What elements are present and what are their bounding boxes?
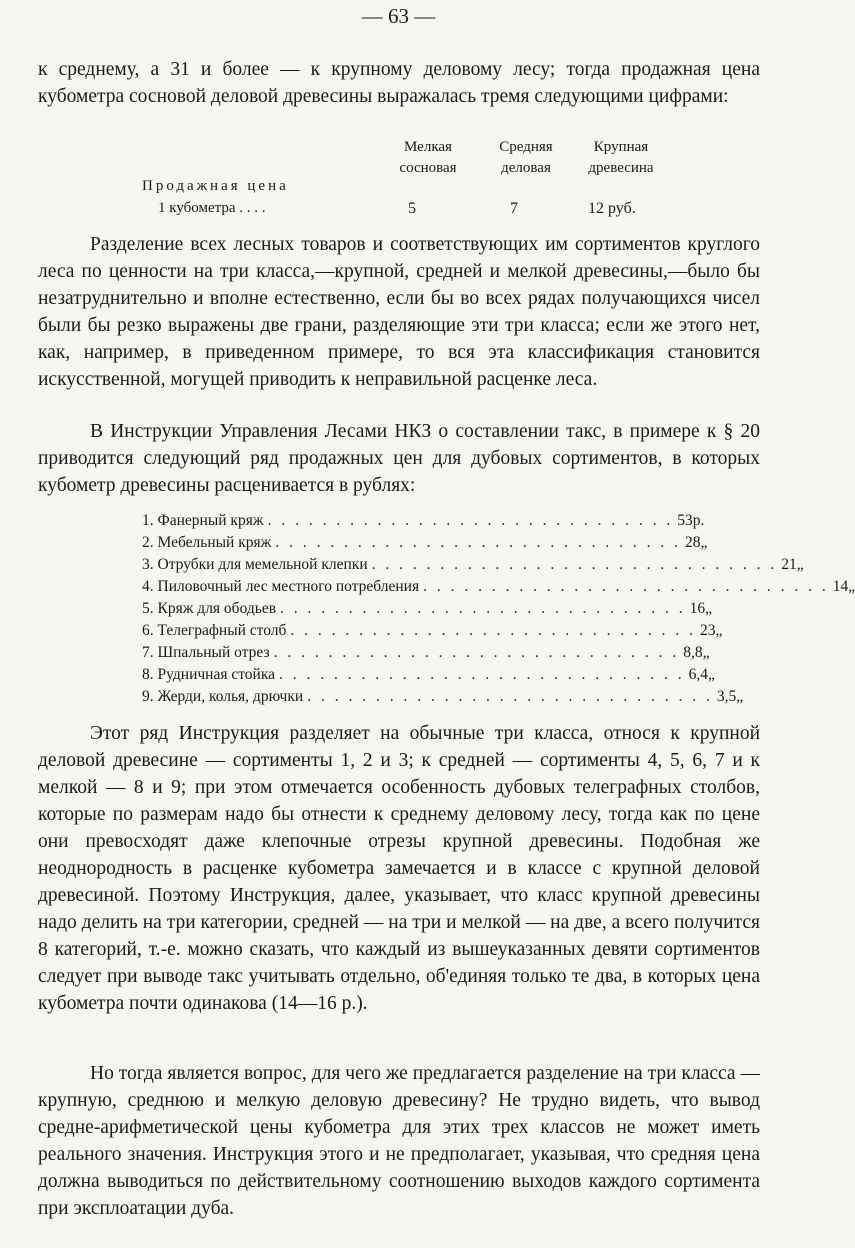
- assortment-unit: „: [700, 534, 708, 551]
- assortment-label: 3. Отрубки для мемельной клепки: [142, 556, 368, 573]
- assortment-label: 8. Рудничная стойка: [142, 666, 276, 683]
- assortment-unit: „: [848, 578, 855, 595]
- assortment-unit: „: [736, 688, 744, 705]
- assortment-price: 16: [689, 600, 706, 617]
- assortment-price: 8,8: [683, 644, 703, 661]
- assortment-price: 6,4: [688, 666, 709, 683]
- assortment-row: [142, 600, 713, 622]
- assortment-price: 3,5: [716, 688, 737, 705]
- assortment-row: [142, 644, 710, 666]
- assortment-label: 7. Шпальный отрез: [142, 644, 270, 661]
- price-header-medium: Средняя деловая: [499, 139, 553, 176]
- assortment-row: [142, 578, 855, 600]
- assortment-label: 6. Телеграфный столб: [142, 622, 287, 639]
- price-row-label: Продажная цена: [142, 178, 289, 194]
- leader-dots: . . . . . . . . . . . . . . . . . . . . . . . . . . . . . .: [423, 578, 829, 595]
- assortment-price: 14: [832, 578, 849, 595]
- assortment-unit: „: [702, 644, 710, 661]
- leader-dots: . . . . . . . . . . . . . . . . . . . . . . . . . . . . . .: [280, 600, 686, 617]
- assortment-row: [142, 556, 804, 578]
- assortment-label: 2. Мебельный кряж: [142, 534, 272, 551]
- paragraph-3: В Инструкции Управления Лесами НКЗ о составлении такс, в примере к § 20 приводится следующий ряд продажных цен для дубовых сортиментов, в которых кубометр древесины расценивается в рублях:: [38, 421, 760, 496]
- assortment-label: 5. Кряж для ободьев: [142, 600, 277, 617]
- leader-dots: . . . . . . . . . . . . . . . . . . . . . . . . . . . . . .: [371, 556, 778, 573]
- assortment-label: 4. Пиловочный лес местного потребления: [142, 578, 420, 595]
- price-header-large: Крупная древесина: [588, 139, 654, 176]
- assortment-row: [142, 512, 705, 534]
- assortment-row: [142, 666, 715, 688]
- assortment-row: [142, 688, 744, 710]
- assortment-unit: р.: [692, 512, 705, 529]
- assortment-price: 21: [781, 556, 797, 573]
- assortment-unit: „: [796, 556, 804, 573]
- paragraph-1: к среднему, а 31 и более — к крупному деловому лесу; тогда продажная цена кубометра сосновой деловой древесины выражалась тремя следующими цифрами:: [38, 59, 760, 107]
- assortment-unit: „: [705, 600, 713, 617]
- page-number: — 63 —: [361, 4, 436, 28]
- price-value-medium: 7: [510, 200, 518, 217]
- assortment-row: [142, 622, 723, 644]
- leader-dots: . . . . . . . . . . . . . . . . . . . . . . . . . . . . . .: [267, 512, 674, 529]
- price-value-large: 12 руб.: [588, 200, 636, 217]
- assortment-price: 23: [700, 622, 716, 639]
- assortment-price: 28: [684, 534, 701, 551]
- leader-dots: . . . . . . . . . . . . . . . . . . . . . . . . . . . . . .: [275, 534, 681, 551]
- leader-dots: . . . . . . . . . . . . . . . . . . . . . . . . . . . . . .: [307, 688, 713, 705]
- paragraph-5: Но тогда является вопрос, для чего же предлагается разделение на три класса — крупную, среднюю и мелкую деловую древесину? Не трудно видеть, что вывод средне-арифметической цены кубометра для этих трех классов не может иметь реального значения. Инструкция этого и не предполагает, указывая, что средняя цена должна выводиться по действительному соотношению выходов каждого сортимента при эксплоатации дуба.: [38, 1063, 760, 1219]
- leader-dots: . . . . . . . . . . . . . . . . . . . . . . . . . . . . . .: [279, 666, 685, 683]
- leader-dots: . . . . . . . . . . . . . . . . . . . . . . . . . . . . . .: [290, 622, 697, 639]
- price-header-small: Мелкая сосновая: [399, 139, 457, 176]
- assortment-unit: „: [708, 666, 715, 683]
- price-row-sublabel: 1 кубометра . . . .: [158, 200, 266, 216]
- paragraph-2: Разделение всех лесных товаров и соответствующих им сортиментов круглого леса по ценности на три класса,—крупной, средней и мелкой древесины,—было бы незатруднительно и вполне естественно, если бы во всех рядах получающихся чисел были бы резко выражены две грани, разделяющие эти три класса; если же этого нет, как, например, в приведенном примере, то вся эта классификация становится искусственной, могущей приводить к неправильной расценке леса.: [38, 234, 760, 390]
- price-value-small: 5: [408, 200, 416, 217]
- assortment-label: 1. Фанерный кряж: [142, 512, 264, 529]
- assortment-unit: „: [715, 622, 723, 639]
- assortment-label: 9. Жерди, колья, дрючки: [142, 688, 304, 705]
- assortment-row: [142, 534, 708, 556]
- assortment-price: 53: [677, 512, 693, 529]
- paragraph-4: Этот ряд Инструкция разделяет на обычные три класса, относя к крупной деловой древесине — сортименты 1, 2 и 3; к средней — сортименты 4, 5, 6, 7 и к мелкой — 8 и 9; при этом отмечается особенность дубовых телеграфных столбов, которые по размерам надо бы отнести к среднему деловому лесу, тогда как по цене они превосходят даже клепочные отрезы крупной древесины. Подобная же неоднородность в расценке кубометра замечается и в классе с крупной деловой древесиной. Поэтому Инструкция, далее, указывает, что класс крупной древесины надо делить на три категории, средней — на три и мелкой — на две, а всего получится 8 категорий, т.-е. можно сказать, что каждый из вышеуказанных девяти сортиментов следует при выводе такс учитывать отдельно, об'единяя только те два, в которых цена кубометра почти одинакова (14—16 р.).: [38, 723, 760, 1014]
- leader-dots: . . . . . . . . . . . . . . . . . . . . . . . . . . . . . .: [273, 644, 680, 661]
